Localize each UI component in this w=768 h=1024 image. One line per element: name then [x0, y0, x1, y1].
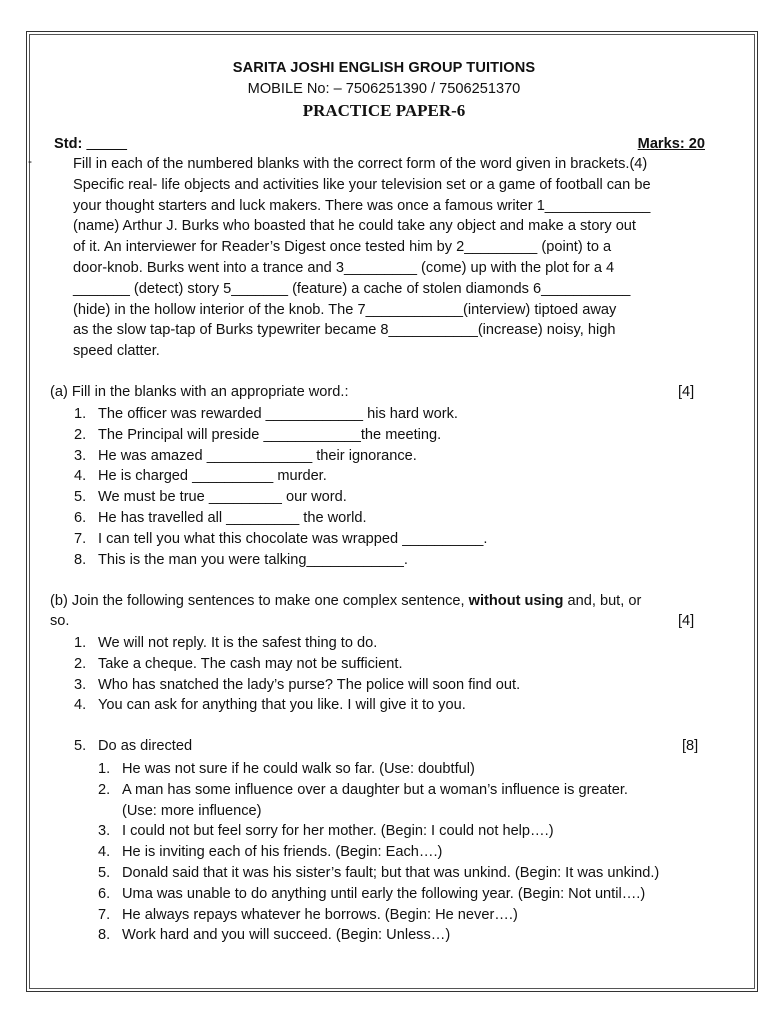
list-item: 5. We must be true _________ our word.	[74, 489, 347, 506]
passage-question	[73, 154, 733, 362]
paper-title: PRACTICE PAPER-6	[302, 101, 466, 120]
total-marks	[638, 136, 705, 152]
std-field	[54, 136, 127, 152]
list-item: 3. Who has snatched the lady’s purse? The police will soon find out.	[74, 676, 521, 693]
passage-line: (name) Arthur J. Burks who boasted that he could take any object and make a story out	[73, 218, 636, 235]
section-b-list	[74, 633, 520, 716]
list-item: 3. He was amazed _____________ their ignorance.	[74, 447, 417, 464]
passage-line: of it. An interviewer for Reader’s Digest once tested him by 2_________ (point) to a	[73, 239, 612, 256]
passage-line: _______ (detect) story 5_______ (feature) a cache of stolen diamonds 6___________	[73, 280, 631, 297]
passage-line: as the slow tap-tap of Burks typewriter became 8___________(increase) noisy, high	[73, 322, 616, 339]
passage-line: door-knob. Burks went into a trance and 3_________ (come) up with the plot for a 4	[73, 259, 615, 276]
passage-line: your thought starters and luck makers. There was once a famous writer 1_____________	[73, 197, 651, 214]
list-item: 1. He was not sure if he could walk so far. (Use: doubtful)	[98, 761, 475, 777]
section-b-heading: (b) Join the following sentences to make one complex sentence, without using and, but, or	[50, 593, 642, 609]
org-name: SARITA JOSHI ENGLISH GROUP TUITIONS	[232, 60, 536, 76]
section-a-list	[74, 404, 487, 570]
list-item: 7. I can tell you what this chocolate was wrapped __________.	[74, 530, 488, 547]
list-item: 6. He has travelled all _________ the world.	[74, 509, 367, 526]
list-item: 2. The Principal will preside ____________the meeting.	[74, 426, 442, 443]
list-item: 1. We will not reply. It is the safest thing to do.	[74, 635, 378, 651]
margin-dash: -	[28, 154, 32, 168]
list-item: 1. The officer was rewarded ____________ his hard work.	[74, 406, 458, 422]
list-item: 2. A man has some influence over a daughter but a woman’s influence is greater.	[98, 781, 628, 798]
list-item: 3. I could not but feel sorry for her mother. (Begin: I could not help….)	[98, 823, 554, 840]
list-item: 8. This is the man you were talking____________.	[74, 551, 408, 568]
list-item: 8. Work hard and you will succeed. (Begin: Unless…)	[98, 927, 451, 944]
section-c-list	[98, 759, 659, 946]
section-a-marks: [4]	[678, 384, 695, 400]
marks-label: Marks: 20	[637, 136, 705, 152]
mobile-number: MOBILE No: – 7506251390 / 7506251370	[247, 81, 521, 97]
list-item: 5. Donald said that it was his sister’s fault; but that was unkind. (Begin: It was unkind.)	[98, 864, 660, 881]
list-item: 4. You can ask for anything that you like. I will give it to you.	[74, 697, 466, 714]
list-item: 7. He always repays whatever he borrows. (Begin: He never….)	[98, 906, 518, 923]
std-blank: _____	[86, 136, 128, 152]
list-item: 2. Take a cheque. The cash may not be sufficient.	[74, 655, 403, 672]
passage-line: Fill in each of the numbered blanks with the correct form of the word given in brackets.(4)	[73, 156, 648, 172]
std-label: Std:	[54, 136, 87, 152]
passage-line: speed clatter.	[73, 343, 160, 360]
list-item: 6. Uma was unable to do anything until early the following year. (Begin: Not until….)	[98, 885, 646, 902]
list-item: 4. He is charged __________ murder.	[74, 468, 327, 485]
section-a-heading: (a) Fill in the blanks with an appropriate word.:	[50, 384, 349, 400]
section-c-heading: 5. Do as directed	[74, 738, 193, 754]
section-c-marks: [8]	[682, 738, 699, 754]
list-item: 4. He is inviting each of his friends. (Begin: Each….)	[98, 844, 443, 861]
section-b-heading-cont: so.	[50, 613, 70, 629]
section-b-marks: [4]	[678, 613, 695, 629]
passage-line: (hide) in the hollow interior of the knob. The 7____________(interview) tiptoed away	[73, 301, 617, 318]
passage-line: Specific real- life objects and activities like your television set or a game of football can be	[73, 176, 651, 193]
list-item-continuation: (Use: more influence)	[122, 802, 262, 819]
